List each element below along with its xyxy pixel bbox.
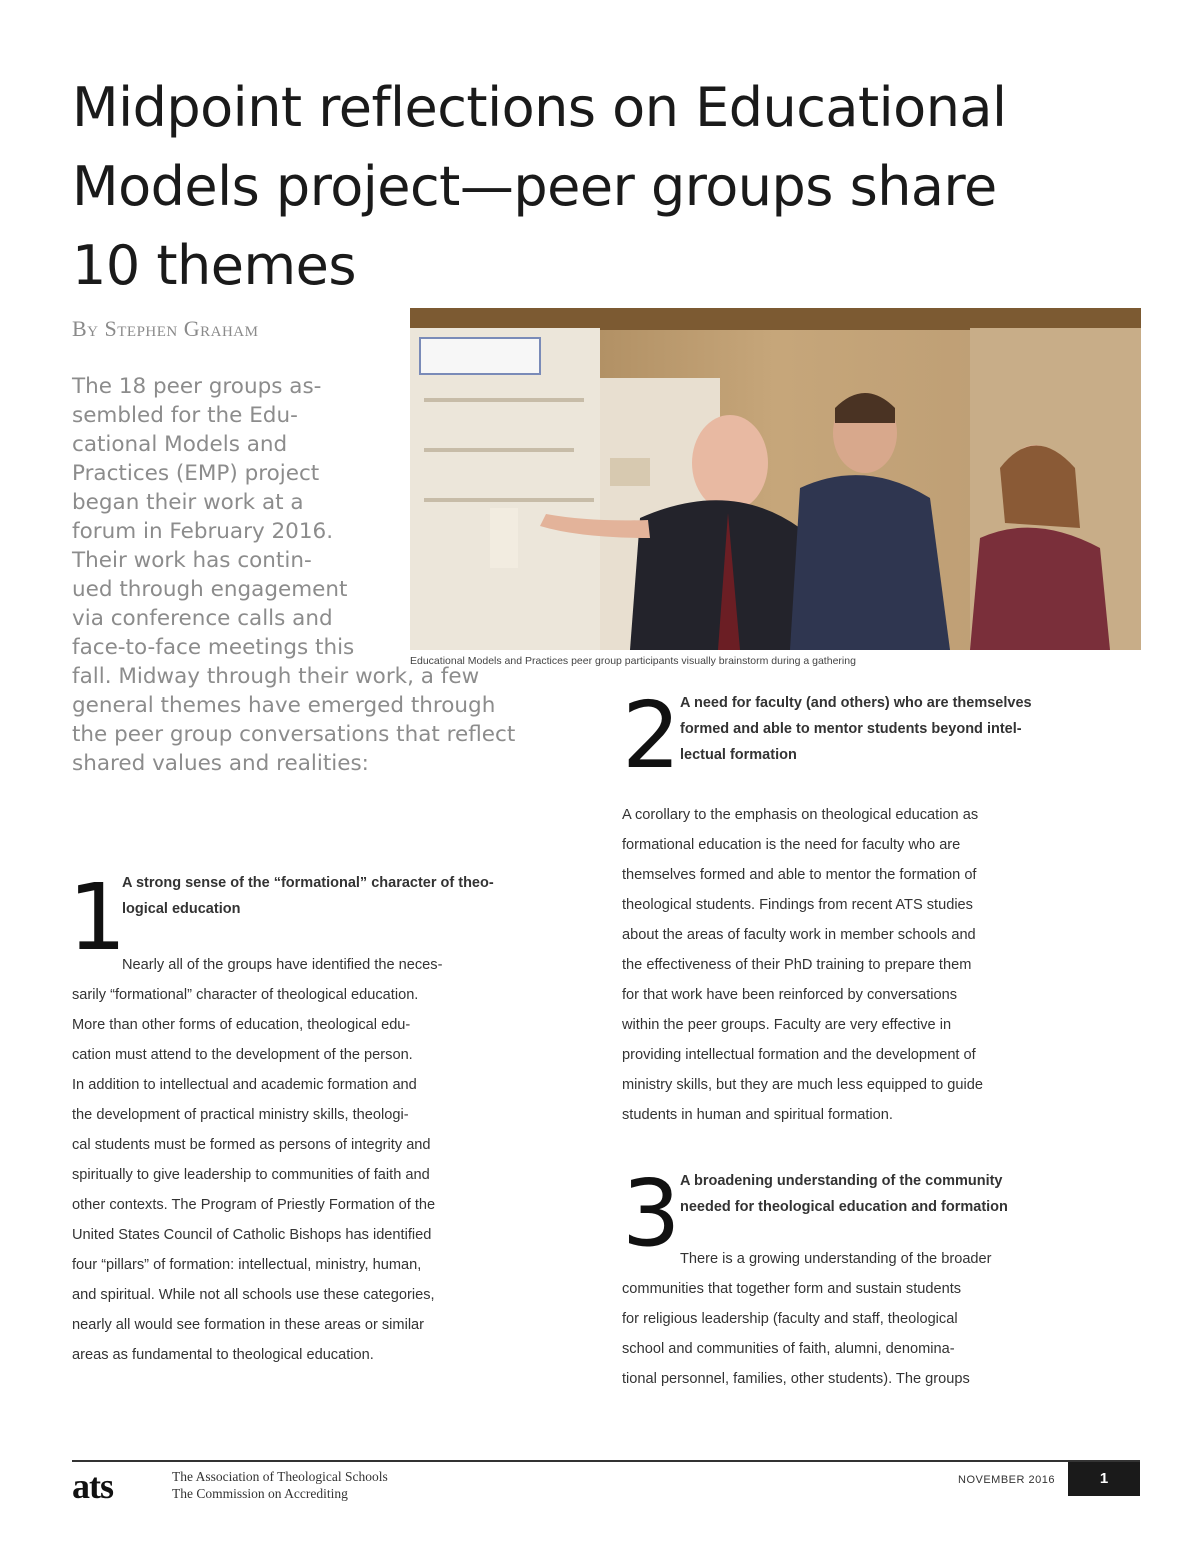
theme-heading <box>680 690 1140 768</box>
theme-heading-line: formed and able to mentor students beyond intel- <box>680 721 1022 737</box>
body-line: and spiritual. While not all schools use these categories, <box>72 1287 435 1303</box>
intro-line: began their work at a <box>72 490 304 515</box>
body-line: cal students must be formed as persons of integrity and <box>72 1137 431 1153</box>
theme-body <box>72 950 592 1370</box>
body-line: formational education is the need for faculty who are <box>622 837 961 853</box>
theme-heading-line: logical education <box>122 901 241 917</box>
body-line: themselves formed and able to mentor the formation of <box>622 867 977 883</box>
ats-logo: ats <box>72 1466 113 1506</box>
article-title <box>72 68 1152 305</box>
title-line: Models project—peer groups share <box>72 155 997 218</box>
theme-number: 2 <box>622 682 681 789</box>
org-line: The Commission on Accrediting <box>172 1486 348 1501</box>
theme-heading <box>680 1168 1140 1220</box>
body-line: United States Council of Catholic Bishops has identified <box>72 1227 432 1243</box>
theme-heading-line: lectual formation <box>680 747 797 763</box>
byline: By Stephen Graham <box>72 316 259 341</box>
org-line: The Association of Theological Schools <box>172 1469 388 1484</box>
body-line: cation must attend to the development of the person. <box>72 1047 413 1063</box>
theme-heading-line: A strong sense of the “formational” character of theo- <box>122 875 494 891</box>
body-line: communities that together form and sustain students <box>622 1281 962 1297</box>
intro-line: face-to-face meetings this <box>72 635 355 660</box>
body-line: students in human and spiritual formation. <box>622 1107 893 1123</box>
page-number: 1 <box>1068 1462 1140 1496</box>
body-line: tional personnel, families, other students). The groups <box>622 1371 970 1387</box>
theme-heading-line: A need for faculty (and others) who are themselves <box>680 695 1032 711</box>
article-photo <box>410 308 1141 650</box>
body-line: for religious leadership (faculty and staff, theological <box>622 1311 958 1327</box>
body-line: providing intellectual formation and the development of <box>622 1047 976 1063</box>
intro-line: fall. Midway through their work, a few <box>72 664 480 689</box>
photo-illustration <box>410 308 1141 650</box>
theme-body <box>622 800 1140 1130</box>
body-line: theological students. Findings from recent ATS studies <box>622 897 973 913</box>
theme-heading <box>122 870 592 922</box>
body-line: There is a growing understanding of the broader <box>680 1251 992 1267</box>
body-line: the development of practical ministry skills, theologi- <box>72 1107 409 1123</box>
intro-line: shared values and realities: <box>72 751 369 776</box>
footer-organization <box>172 1468 388 1502</box>
intro-line: Their work has contin- <box>72 548 312 573</box>
footer-divider <box>72 1460 1140 1462</box>
theme-heading-line: A broadening understanding of the community <box>680 1173 1003 1189</box>
body-line: ministry skills, but they are much less equipped to guide <box>622 1077 983 1093</box>
body-line: sarily “formational” character of theological education. <box>72 987 419 1003</box>
body-line: within the peer groups. Faculty are very effective in <box>622 1017 952 1033</box>
theme-number: 3 <box>622 1160 681 1267</box>
theme-number: 1 <box>68 864 127 971</box>
intro-line: forum in February 2016. <box>72 519 334 544</box>
intro-line: sembled for the Edu- <box>72 403 298 428</box>
title-line: 10 themes <box>72 234 356 297</box>
intro-line: ued through engagement <box>72 577 348 602</box>
body-line: four “pillars” of formation: intellectual, ministry, human, <box>72 1257 422 1273</box>
body-line: nearly all would see formation in these areas or similar <box>72 1317 425 1333</box>
intro-line: cational Models and <box>72 432 288 457</box>
body-line: for that work have been reinforced by conversations <box>622 987 958 1003</box>
intro-line: the peer group conversations that reflect <box>72 722 516 747</box>
intro-line: general themes have emerged through <box>72 693 496 718</box>
body-line: More than other forms of education, theological edu- <box>72 1017 411 1033</box>
intro-line: Practices (EMP) project <box>72 461 320 486</box>
body-line: the effectiveness of their PhD training to prepare them <box>622 957 972 973</box>
body-line: Nearly all of the groups have identified the neces- <box>122 957 443 973</box>
body-line: school and communities of faith, alumni, denomina- <box>622 1341 955 1357</box>
intro-line: via conference calls and <box>72 606 333 631</box>
theme-heading-line: needed for theological education and formation <box>680 1199 1008 1215</box>
title-line: Midpoint reflections on Educational <box>72 76 1007 139</box>
body-line: about the areas of faculty work in member schools and <box>622 927 976 943</box>
intro-line: The 18 peer groups as- <box>72 374 322 399</box>
issue-date: NOVEMBER 2016 <box>958 1474 1055 1486</box>
theme-body <box>622 1244 1140 1394</box>
body-line: areas as fundamental to theological education. <box>72 1347 374 1363</box>
body-line: A corollary to the emphasis on theological education as <box>622 807 979 823</box>
photo-caption: Educational Models and Practices peer group participants visually brainstorm during a gathering <box>410 655 856 667</box>
body-line: In addition to intellectual and academic formation and <box>72 1077 417 1093</box>
body-line: other contexts. The Program of Priestly Formation of the <box>72 1197 436 1213</box>
body-line: spiritually to give leadership to communities of faith and <box>72 1167 430 1183</box>
